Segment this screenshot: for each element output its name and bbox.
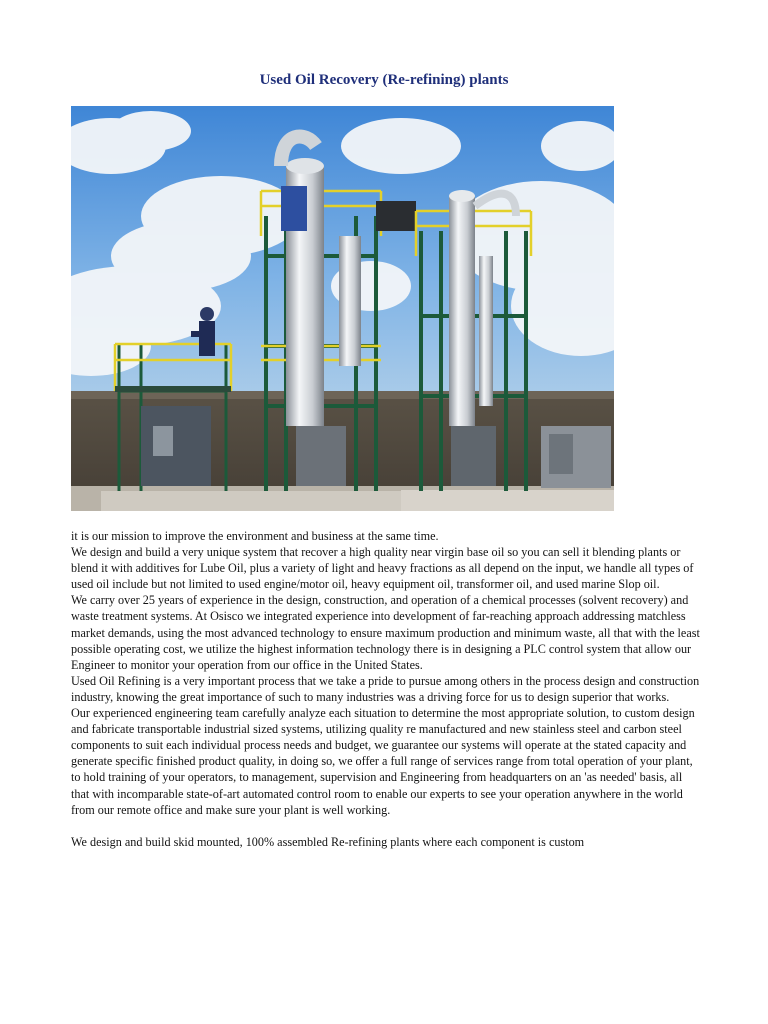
- paragraph: We carry over 25 years of experience in the design, construction, and operation of a chemical processes (solvent recovery) and waste treatment systems. At Osisco we integrated experience into development of far-reaching approach addressing matchless market demands, using the most advanced technology to ensure maximum production and minimum waste, all that with the least possible operating cost, we utilize the highest information technology there is in designing a PLC control system that allow our Engineer to monitor your operation from our office in the United States.: [71, 593, 700, 672]
- paragraph-spacer: [71, 818, 701, 834]
- paragraph: it is our mission to improve the environment and business at the same time.: [71, 529, 439, 543]
- body-text: [71, 528, 701, 850]
- paragraph: We design and build a very unique system that recover a high quality near virgin base oil so you can sell it blending plants or blend it with additives for Lube Oil, plus a variety of light and heavy fractions as all depend on the input, we handle all types of used oil include but not limited to used engine/motor oil, heavy equipment oil, transformer oil, and used marine Slop oil.: [71, 545, 694, 592]
- page-title: Used Oil Recovery (Re-refining) plants: [259, 72, 509, 88]
- paragraph: Our experienced engineering team carefully analyze each situation to determine the most appropriate solution, to custom design and fabricate transportable industrial sized systems, utilizing quality re manufactured and new stainless steel and carbon steel components to suit each individual process needs and budget, we guarantee our systems will operate at the stated capacity and generate specific finished product quality, in doing so, we offer a full range of services range from total operation of your plant, to hold training of your operators, to management, supervision and Engineering from headquarters on an 'as needed' basis, all that with incomparable state-of-art automated control room to enable our experts to see your operation anywhere in the world from our remote office and make sure your plant is well working.: [71, 706, 695, 817]
- paragraph: We design and build skid mounted, 100% assembled Re-refining plants where each component is custom: [71, 834, 585, 849]
- plant-photo-image: [71, 106, 614, 511]
- paragraph: Used Oil Refining is a very important process that we take a pride to pursue among others in the process design and construction industry, knowing the great importance of such to many industries was a driving force for us to design superior that works.: [71, 673, 700, 704]
- plant-photo: [71, 106, 614, 511]
